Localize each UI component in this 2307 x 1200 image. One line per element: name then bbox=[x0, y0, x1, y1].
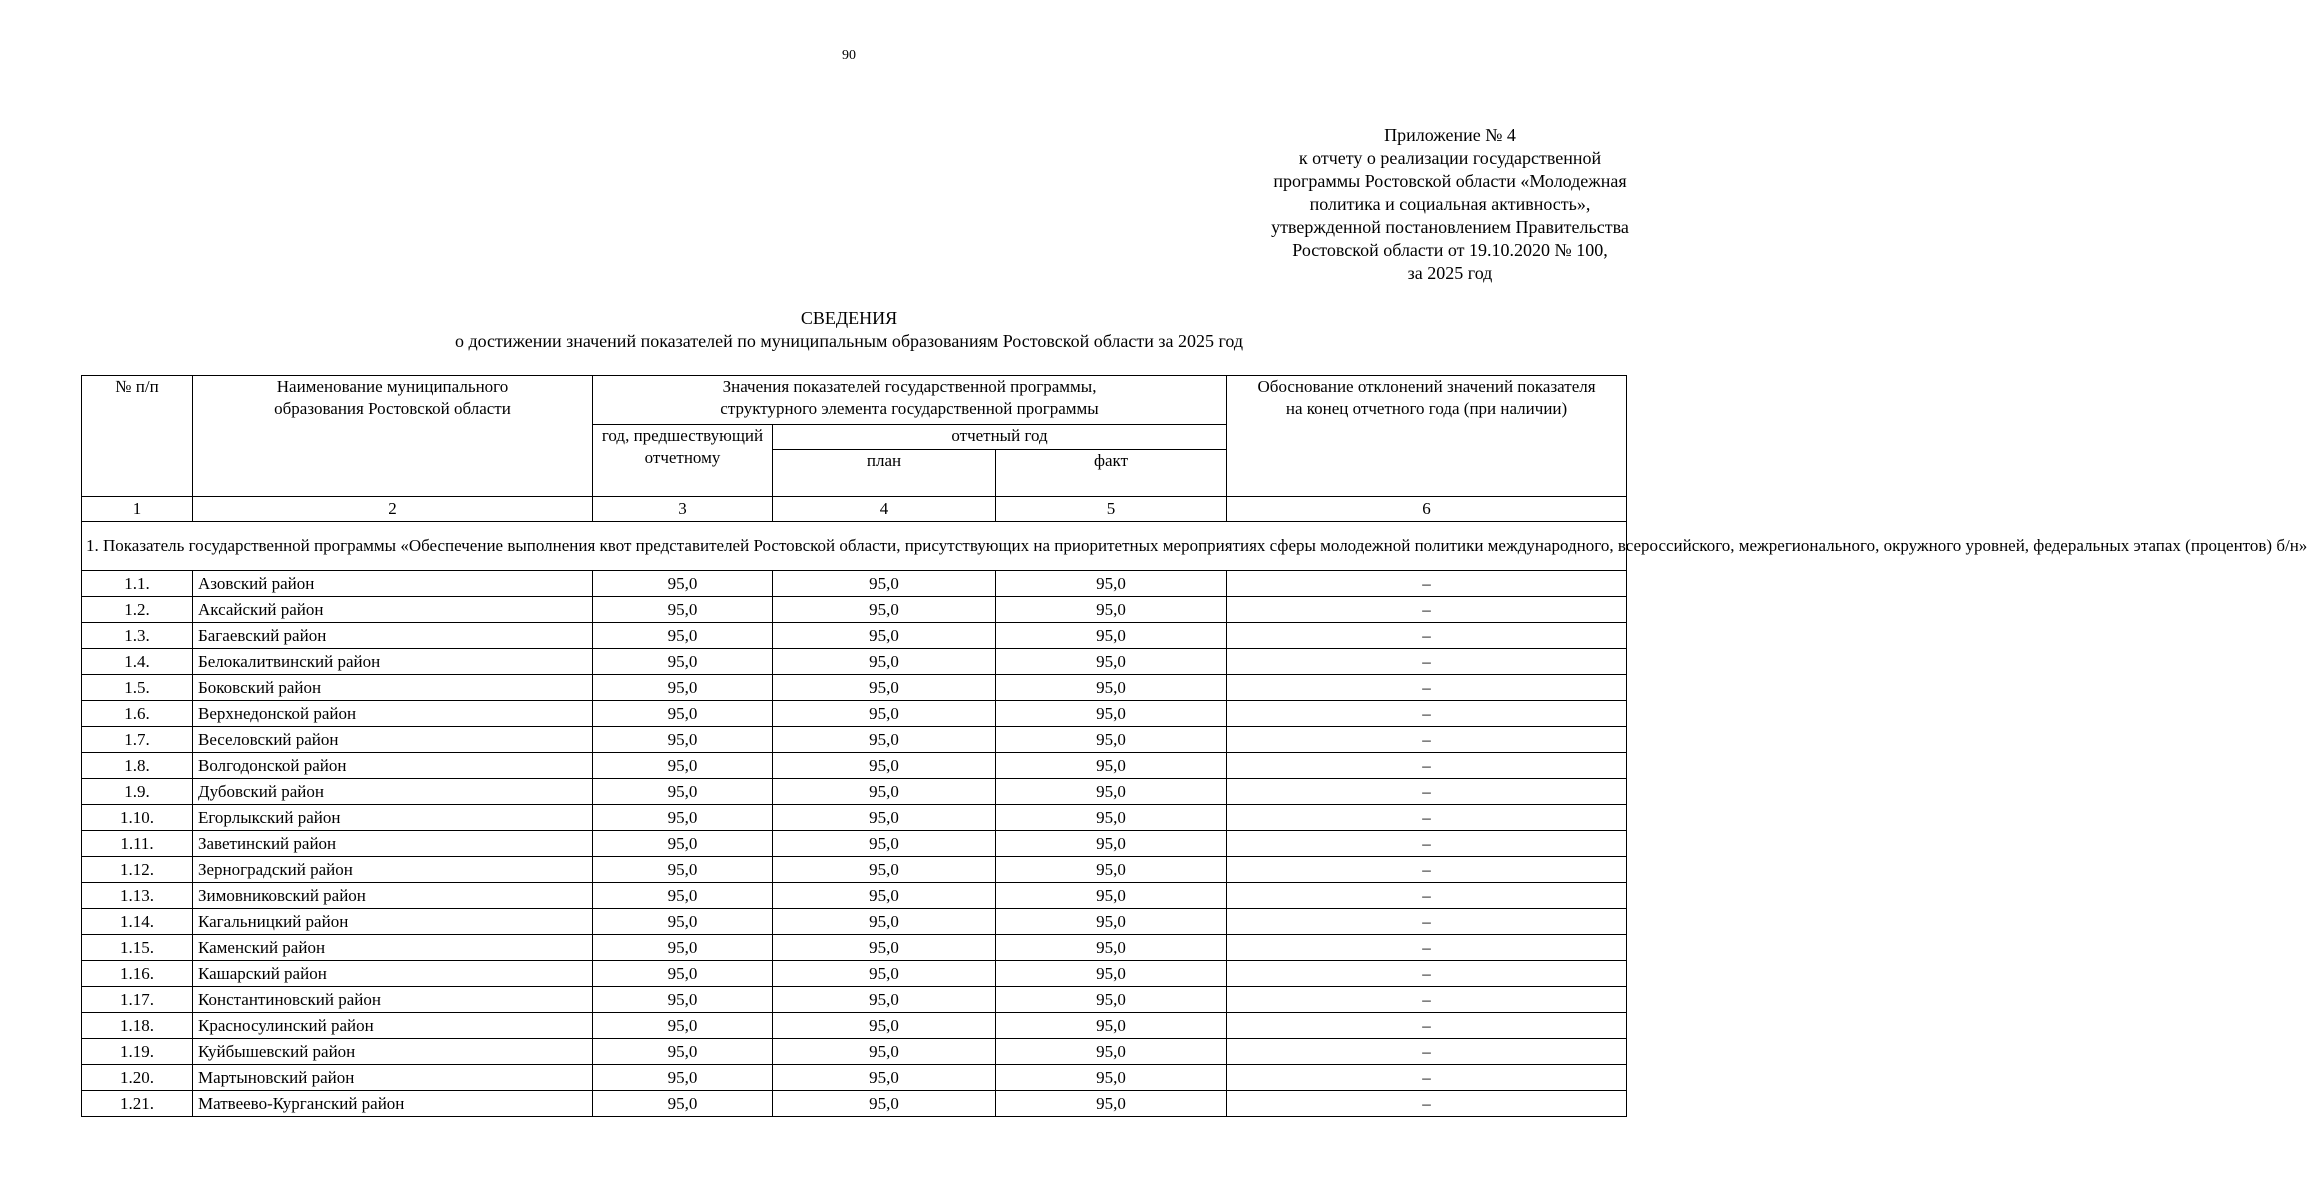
row-name: Кашарский район bbox=[193, 961, 593, 987]
table-row bbox=[82, 831, 1627, 857]
row-name: Мартыновский район bbox=[193, 1065, 593, 1091]
row-fact-value: 95,0 bbox=[996, 935, 1227, 961]
row-number: 1.19. bbox=[82, 1039, 193, 1065]
appendix-line: к отчету о реализации государственной bbox=[1298, 148, 1602, 168]
row-name: Верхнедонской район bbox=[193, 701, 593, 727]
column-number: 1 bbox=[82, 497, 193, 522]
appendix-line: за 2025 год bbox=[1407, 263, 1493, 283]
row-number: 1.2. bbox=[82, 597, 193, 623]
table-row bbox=[82, 597, 1627, 623]
row-fact-value: 95,0 bbox=[996, 909, 1227, 935]
page-number: 90 bbox=[842, 48, 856, 63]
row-justification: – bbox=[1227, 1091, 1627, 1117]
table-row bbox=[82, 701, 1627, 727]
table-row bbox=[82, 623, 1627, 649]
table-row bbox=[82, 1091, 1627, 1117]
row-fact-value: 95,0 bbox=[996, 961, 1227, 987]
row-fact-value: 95,0 bbox=[996, 649, 1227, 675]
appendix-line: программы Ростовской области «Молодежная bbox=[1273, 171, 1627, 191]
indicators-table bbox=[81, 375, 2307, 1117]
row-justification: – bbox=[1227, 727, 1627, 753]
row-number: 1.6. bbox=[82, 701, 193, 727]
row-plan-value: 95,0 bbox=[773, 857, 996, 883]
row-name: Азовский район bbox=[193, 571, 593, 597]
row-prev-year-value: 95,0 bbox=[593, 935, 773, 961]
row-plan-value: 95,0 bbox=[773, 571, 996, 597]
row-justification: – bbox=[1227, 649, 1627, 675]
row-plan-value: 95,0 bbox=[773, 727, 996, 753]
row-name: Константиновский район bbox=[193, 987, 593, 1013]
appendix-line: Приложение № 4 bbox=[1384, 125, 1516, 145]
row-plan-value: 95,0 bbox=[773, 701, 996, 727]
row-fact-value: 95,0 bbox=[996, 1013, 1227, 1039]
table-row bbox=[82, 909, 1627, 935]
row-plan-value: 95,0 bbox=[773, 805, 996, 831]
title-heading: СВЕДЕНИЯ bbox=[800, 308, 898, 328]
row-plan-value: 95,0 bbox=[773, 1013, 996, 1039]
column-numbers-row bbox=[82, 497, 1627, 522]
row-plan-value: 95,0 bbox=[773, 883, 996, 909]
row-prev-year-value: 95,0 bbox=[593, 675, 773, 701]
row-prev-year-value: 95,0 bbox=[593, 649, 773, 675]
table-row bbox=[82, 675, 1627, 701]
table-row bbox=[82, 857, 1627, 883]
row-plan-value: 95,0 bbox=[773, 987, 996, 1013]
row-prev-year-value: 95,0 bbox=[593, 1039, 773, 1065]
column-number: 2 bbox=[193, 497, 593, 522]
row-prev-year-value: 95,0 bbox=[593, 753, 773, 779]
row-justification: – bbox=[1227, 753, 1627, 779]
row-prev-year-value: 95,0 bbox=[593, 831, 773, 857]
appendix-line: политика и социальная активность», bbox=[1309, 194, 1591, 214]
row-plan-value: 95,0 bbox=[773, 961, 996, 987]
row-justification: – bbox=[1227, 857, 1627, 883]
row-fact-value: 95,0 bbox=[996, 883, 1227, 909]
row-number: 1.4. bbox=[82, 649, 193, 675]
row-justification: – bbox=[1227, 675, 1627, 701]
row-justification: – bbox=[1227, 935, 1627, 961]
header-name: Наименование муниципального образования Ростовской области bbox=[193, 376, 593, 497]
row-justification: – bbox=[1227, 805, 1627, 831]
row-justification: – bbox=[1227, 597, 1627, 623]
column-number: 4 bbox=[773, 497, 996, 522]
table-row bbox=[82, 1065, 1627, 1091]
row-justification: – bbox=[1227, 571, 1627, 597]
row-number: 1.1. bbox=[82, 571, 193, 597]
table-row bbox=[82, 649, 1627, 675]
row-name: Белокалитвинский район bbox=[193, 649, 593, 675]
row-prev-year-value: 95,0 bbox=[593, 909, 773, 935]
row-prev-year-value: 95,0 bbox=[593, 597, 773, 623]
appendix-line: утвержденной постановлением Правительства bbox=[1271, 217, 1629, 237]
column-number: 5 bbox=[996, 497, 1227, 522]
row-prev-year-value: 95,0 bbox=[593, 701, 773, 727]
row-justification: – bbox=[1227, 779, 1627, 805]
table-row bbox=[82, 1013, 1627, 1039]
table-row bbox=[82, 883, 1627, 909]
row-number: 1.7. bbox=[82, 727, 193, 753]
column-number: 3 bbox=[593, 497, 773, 522]
header-fact: факт bbox=[996, 450, 1227, 497]
row-name: Багаевский район bbox=[193, 623, 593, 649]
row-number: 1.15. bbox=[82, 935, 193, 961]
row-prev-year-value: 95,0 bbox=[593, 623, 773, 649]
row-number: 1.3. bbox=[82, 623, 193, 649]
row-number: 1.12. bbox=[82, 857, 193, 883]
row-fact-value: 95,0 bbox=[996, 571, 1227, 597]
row-plan-value: 95,0 bbox=[773, 779, 996, 805]
row-fact-value: 95,0 bbox=[996, 1091, 1227, 1117]
row-prev-year-value: 95,0 bbox=[593, 571, 773, 597]
section-row bbox=[82, 522, 1627, 571]
row-name: Каменский район bbox=[193, 935, 593, 961]
row-fact-value: 95,0 bbox=[996, 831, 1227, 857]
table-row bbox=[82, 1039, 1627, 1065]
row-justification: – bbox=[1227, 1065, 1627, 1091]
appendix-note bbox=[1180, 124, 1720, 285]
row-justification: – bbox=[1227, 1013, 1627, 1039]
row-name: Аксайский район bbox=[193, 597, 593, 623]
row-plan-value: 95,0 bbox=[773, 909, 996, 935]
row-name: Веселовский район bbox=[193, 727, 593, 753]
row-plan-value: 95,0 bbox=[773, 649, 996, 675]
row-fact-value: 95,0 bbox=[996, 987, 1227, 1013]
row-number: 1.17. bbox=[82, 987, 193, 1013]
row-plan-value: 95,0 bbox=[773, 753, 996, 779]
row-justification: – bbox=[1227, 883, 1627, 909]
table-row bbox=[82, 961, 1627, 987]
row-number: 1.11. bbox=[82, 831, 193, 857]
header-prev-year: год, предшествующий отчетному bbox=[593, 425, 773, 497]
header-report-year: отчетный год bbox=[773, 425, 1227, 450]
row-justification: – bbox=[1227, 987, 1627, 1013]
row-prev-year-value: 95,0 bbox=[593, 883, 773, 909]
row-name: Зерноградский район bbox=[193, 857, 593, 883]
row-justification: – bbox=[1227, 701, 1627, 727]
row-name: Заветинский район bbox=[193, 831, 593, 857]
row-prev-year-value: 95,0 bbox=[593, 727, 773, 753]
table-row bbox=[82, 571, 1627, 597]
row-name: Егорлыкский район bbox=[193, 805, 593, 831]
row-number: 1.9. bbox=[82, 779, 193, 805]
row-fact-value: 95,0 bbox=[996, 805, 1227, 831]
row-prev-year-value: 95,0 bbox=[593, 1013, 773, 1039]
row-prev-year-value: 95,0 bbox=[593, 1091, 773, 1117]
row-name: Красносулинский район bbox=[193, 1013, 593, 1039]
row-prev-year-value: 95,0 bbox=[593, 857, 773, 883]
row-fact-value: 95,0 bbox=[996, 701, 1227, 727]
row-prev-year-value: 95,0 bbox=[593, 961, 773, 987]
row-prev-year-value: 95,0 bbox=[593, 1065, 773, 1091]
row-plan-value: 95,0 bbox=[773, 675, 996, 701]
row-fact-value: 95,0 bbox=[996, 727, 1227, 753]
column-number: 6 bbox=[1227, 497, 1627, 522]
table-row bbox=[82, 779, 1627, 805]
row-name: Дубовский район bbox=[193, 779, 593, 805]
row-number: 1.5. bbox=[82, 675, 193, 701]
row-justification: – bbox=[1227, 831, 1627, 857]
appendix-line: Ростовской области от 19.10.2020 № 100, bbox=[1292, 240, 1608, 260]
row-name: Зимовниковский район bbox=[193, 883, 593, 909]
table-row bbox=[82, 987, 1627, 1013]
row-number: 1.20. bbox=[82, 1065, 193, 1091]
row-plan-value: 95,0 bbox=[773, 597, 996, 623]
header-num: № п/п bbox=[82, 376, 193, 497]
row-name: Волгодонской район bbox=[193, 753, 593, 779]
row-number: 1.18. bbox=[82, 1013, 193, 1039]
document-title bbox=[0, 307, 1698, 353]
row-prev-year-value: 95,0 bbox=[593, 779, 773, 805]
header-plan: план bbox=[773, 450, 996, 497]
row-plan-value: 95,0 bbox=[773, 1065, 996, 1091]
row-plan-value: 95,0 bbox=[773, 935, 996, 961]
row-plan-value: 95,0 bbox=[773, 1091, 996, 1117]
table-row bbox=[82, 753, 1627, 779]
row-number: 1.21. bbox=[82, 1091, 193, 1117]
table-row bbox=[82, 727, 1627, 753]
row-fact-value: 95,0 bbox=[996, 623, 1227, 649]
row-justification: – bbox=[1227, 623, 1627, 649]
row-fact-value: 95,0 bbox=[996, 597, 1227, 623]
row-plan-value: 95,0 bbox=[773, 831, 996, 857]
row-justification: – bbox=[1227, 961, 1627, 987]
row-number: 1.16. bbox=[82, 961, 193, 987]
header-justification: Обоснование отклонений значений показателя на конец отчетного года (при наличии) bbox=[1227, 376, 1627, 497]
row-number: 1.14. bbox=[82, 909, 193, 935]
section-title: 1. Показатель государственной программы «Обеспечение выполнения квот представителей Ростовской области, присутствующих на приоритетных мероприятиях сферы молодежной политики международного, всероссийского, межрегионального, окружного уровней, федеральных этапах (процентов) б/н» bbox=[82, 522, 1627, 571]
row-name: Боковский район bbox=[193, 675, 593, 701]
table-row bbox=[82, 805, 1627, 831]
row-fact-value: 95,0 bbox=[996, 1065, 1227, 1091]
row-plan-value: 95,0 bbox=[773, 623, 996, 649]
row-number: 1.10. bbox=[82, 805, 193, 831]
row-justification: – bbox=[1227, 1039, 1627, 1065]
row-prev-year-value: 95,0 bbox=[593, 987, 773, 1013]
row-number: 1.13. bbox=[82, 883, 193, 909]
row-name: Кагальницкий район bbox=[193, 909, 593, 935]
row-fact-value: 95,0 bbox=[996, 1039, 1227, 1065]
row-fact-value: 95,0 bbox=[996, 753, 1227, 779]
row-justification: – bbox=[1227, 909, 1627, 935]
row-name: Матвеево-Курганский район bbox=[193, 1091, 593, 1117]
row-fact-value: 95,0 bbox=[996, 779, 1227, 805]
table-row bbox=[82, 935, 1627, 961]
row-name: Куйбышевский район bbox=[193, 1039, 593, 1065]
header-values-group: Значения показателей государственной программы, структурного элемента государственной программы bbox=[593, 376, 1227, 425]
title-subheading: о достижении значений показателей по муниципальным образованиям Ростовской области за 2025 год bbox=[454, 331, 1244, 351]
row-fact-value: 95,0 bbox=[996, 857, 1227, 883]
row-fact-value: 95,0 bbox=[996, 675, 1227, 701]
row-plan-value: 95,0 bbox=[773, 1039, 996, 1065]
row-number: 1.8. bbox=[82, 753, 193, 779]
row-prev-year-value: 95,0 bbox=[593, 805, 773, 831]
